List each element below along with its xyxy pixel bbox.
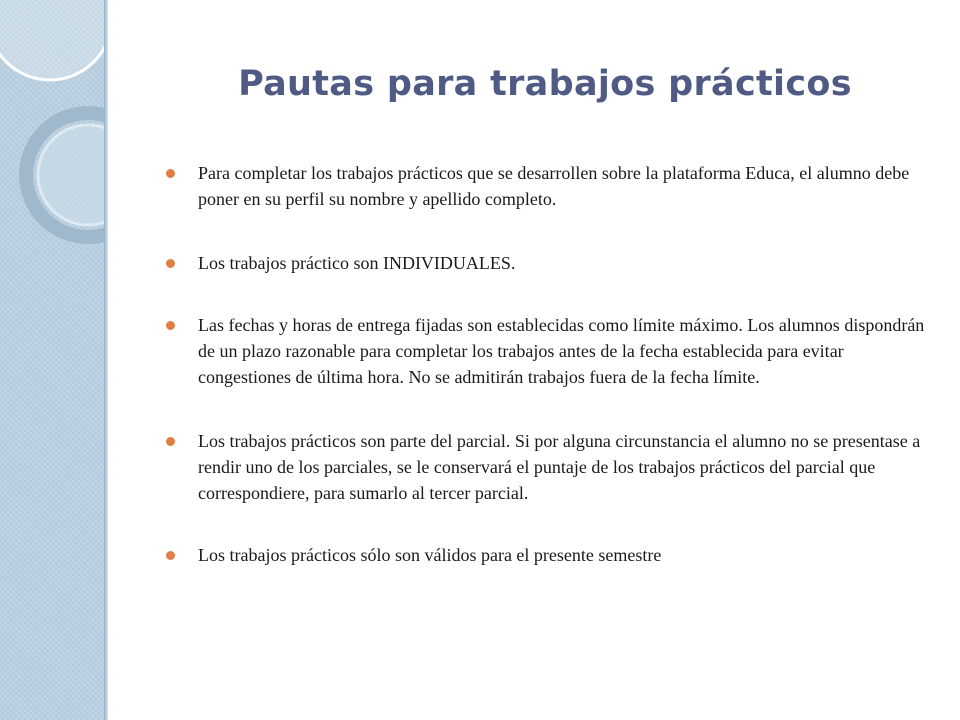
side-panel-edge xyxy=(104,0,108,720)
bullet-text: Las fechas y horas de entrega fijadas son establecidas como límite máximo. Los alumnos dispondrán de un plazo razonable para completar los trabajos antes de la fecha establecida para evitar congestiones de última hora. No se admitirán trabajos fuera de la fecha límite. xyxy=(198,315,925,387)
bullet-dot-icon xyxy=(166,259,175,268)
bullet-text: Los trabajos práctico son INDIVIDUALES. xyxy=(198,253,516,273)
bullet-text: Para completar los trabajos prácticos que se desarrollen sobre la plataforma Educa, el alumno debe poner en su perfil su nombre y apellido completo. xyxy=(198,163,910,209)
bullet-list xyxy=(162,160,932,606)
bullet-dot-icon xyxy=(166,321,175,330)
slide-title: Pautas para trabajos prácticos xyxy=(238,64,852,104)
bullet-text: Los trabajos prácticos son parte del parcial. Si por alguna circunstancia el alumno no se presentase a rendir uno de los parciales, se le conservará el puntaje de los trabajos prácticos del parcial que correspondiere, para sumarlo al tercer parcial. xyxy=(198,431,921,503)
decorative-circles xyxy=(0,0,104,260)
bullet-dot-icon xyxy=(166,169,175,178)
bullet-item xyxy=(162,160,932,212)
bullet-dot-icon xyxy=(166,437,175,446)
bullet-item xyxy=(162,250,932,276)
bullet-item xyxy=(162,428,932,506)
decorative-side-panel xyxy=(0,0,104,720)
bullet-text: Los trabajos prácticos sólo son válidos para el presente semestre xyxy=(198,545,662,565)
bullet-item xyxy=(162,542,932,568)
bullet-item xyxy=(162,312,932,390)
bullet-dot-icon xyxy=(166,551,175,560)
